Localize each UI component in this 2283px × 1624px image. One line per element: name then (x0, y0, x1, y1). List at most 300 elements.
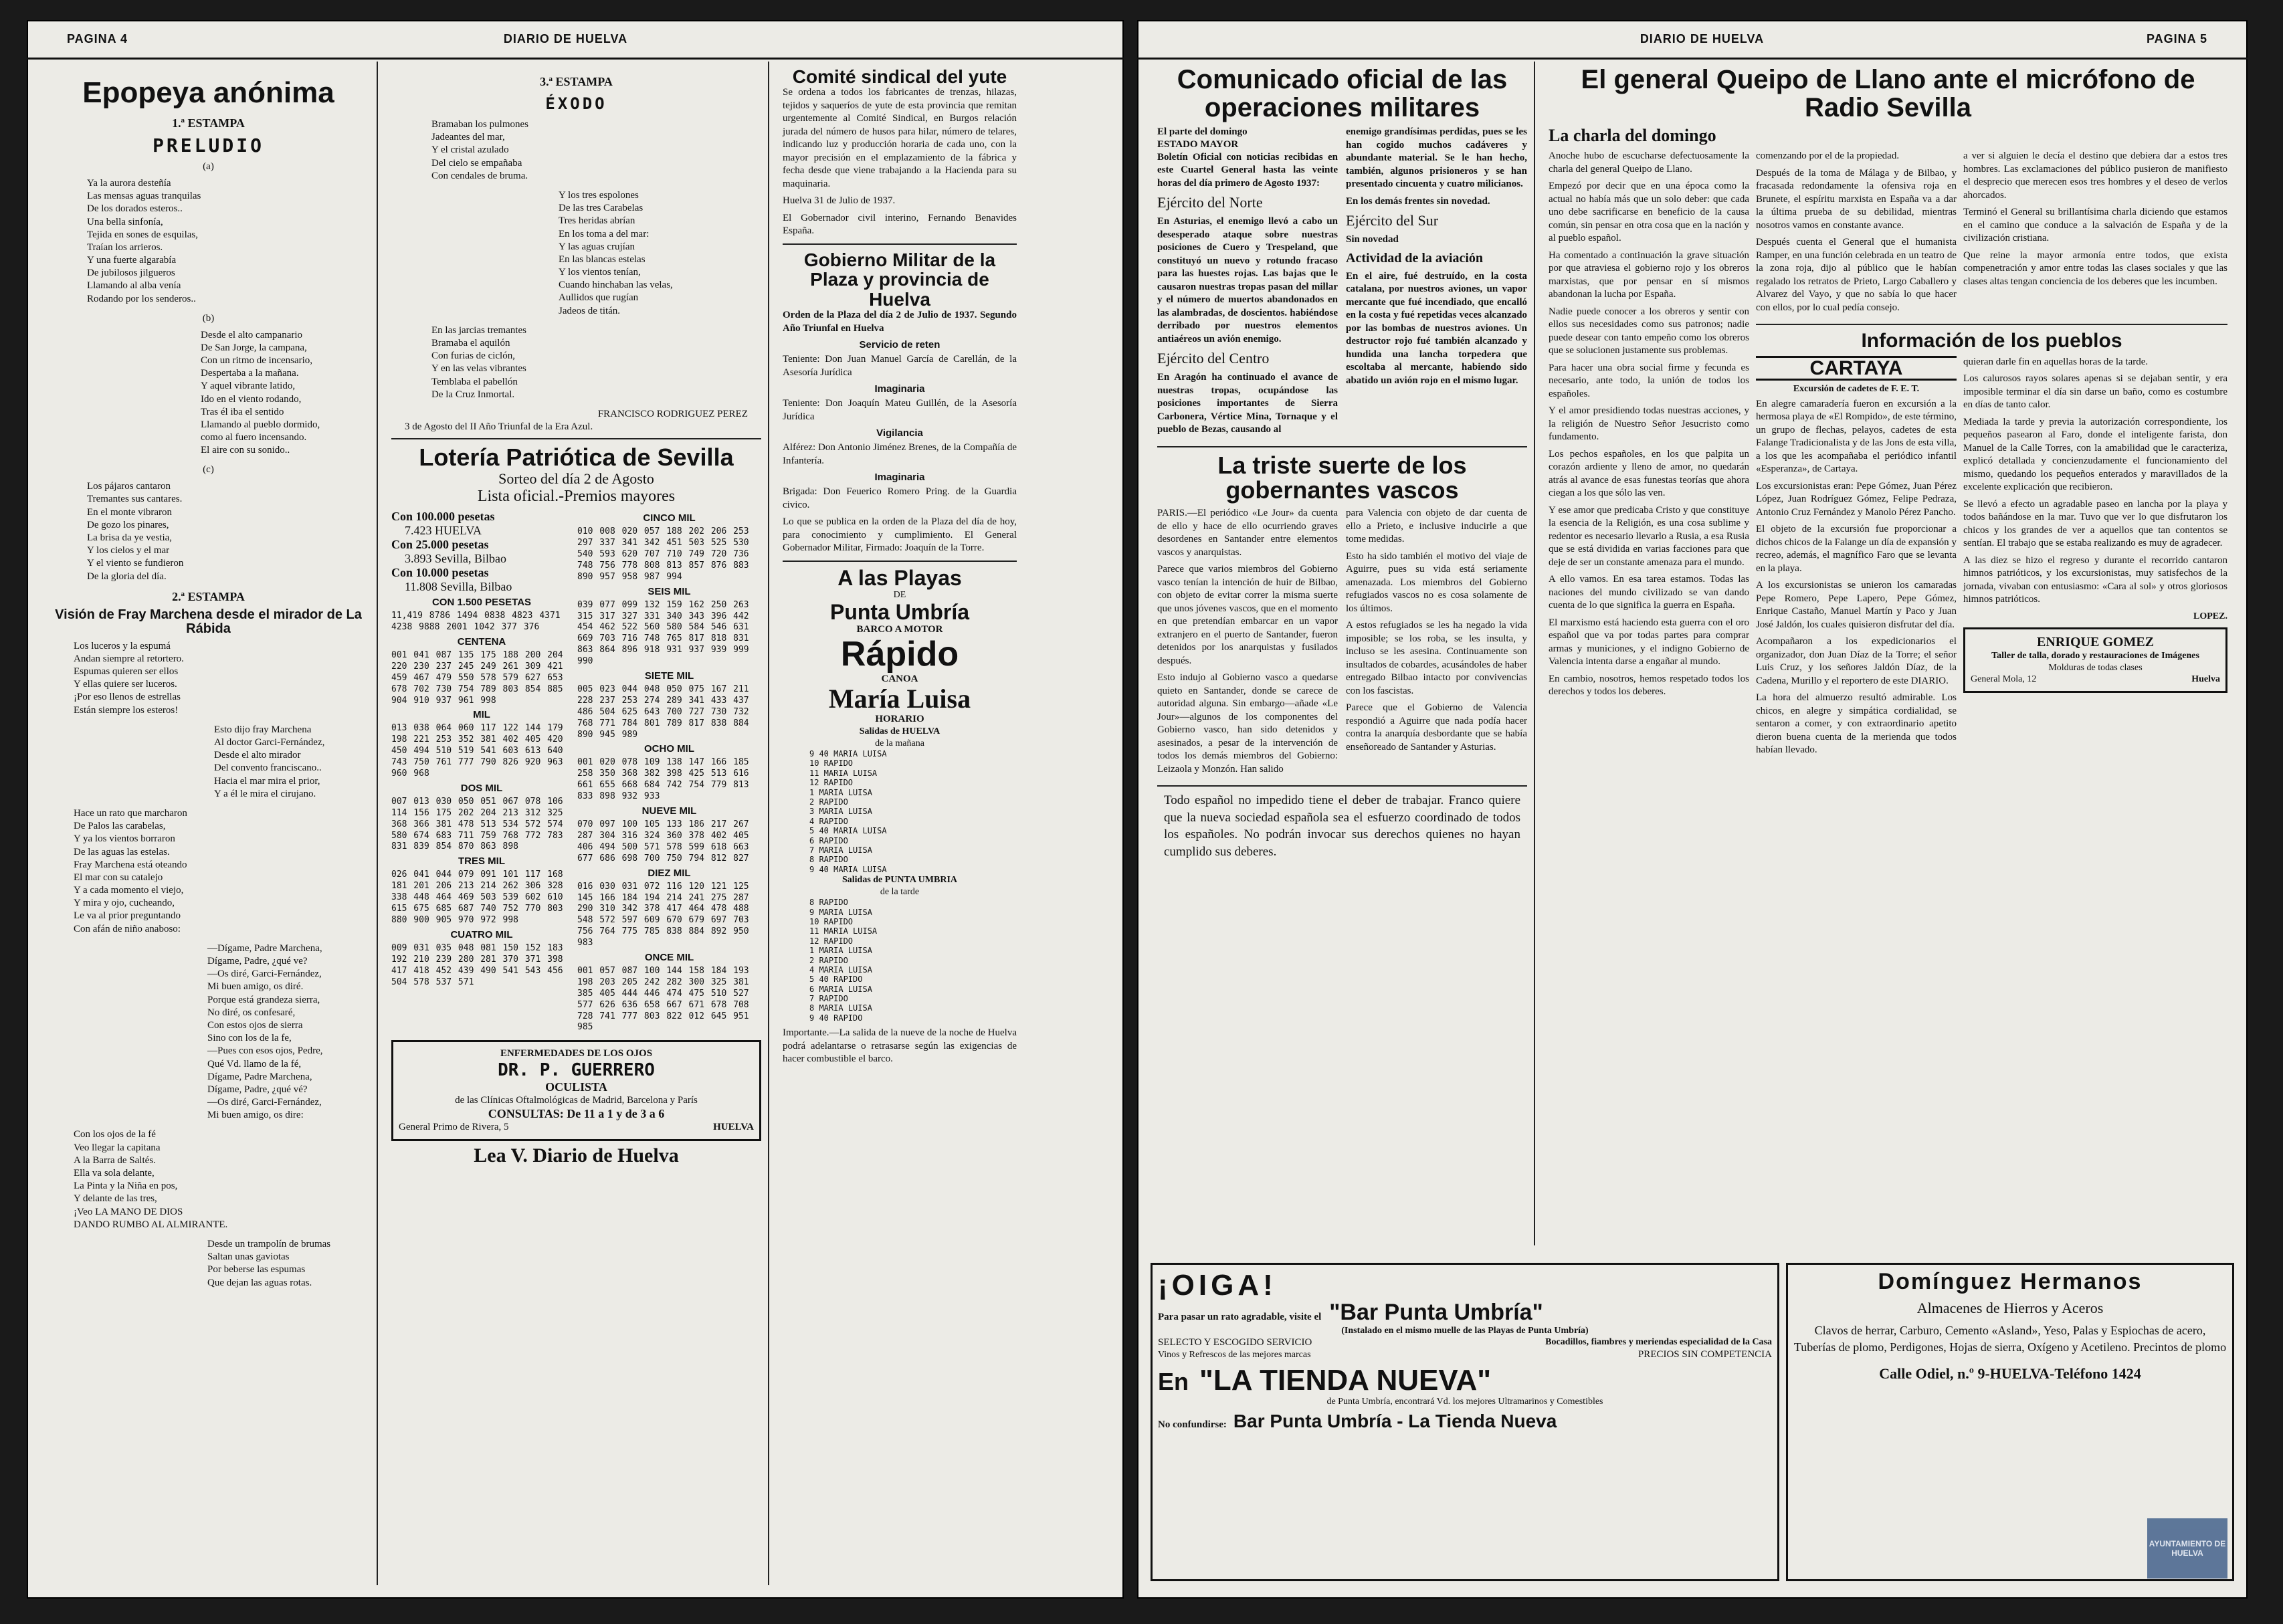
verse-line: A la Barra de Saltés. (74, 1154, 156, 1166)
playas-title: A las Playas (837, 565, 962, 590)
pueblos-col2-p5: A las diez se hizo el regreso y durante el recorrido cantaron himnos patrióticos, y los excursionistas, muy satisfechos de la jornada, vivaban con entusiasmo: «Cara al sol» y otros gloriosos himnos patrióticos. (1963, 554, 2227, 605)
verse-line: Aullidos que rugían (559, 292, 639, 304)
pueblos-col2-p2: Los calurosos rayos solares apenas si se dejaban sentir, y era imposible terminar el día sin darse un baño, como es costumbre en días de tanto calor. (1963, 373, 2227, 410)
salidas-punta: Salidas de PUNTA UMBRIA (841, 875, 958, 886)
notices-column (776, 62, 1023, 1585)
prize-label: Con 10.000 pesetas (391, 566, 489, 580)
salidas-huelva: Salidas de HUELVA (859, 726, 940, 737)
epopeya-title: Epopeya anónima (82, 76, 334, 109)
gobierno-servicio: Servicio de reten (859, 339, 940, 351)
comite-signature: El Gobernador civil interino, Fernando Benavides España. (783, 212, 1017, 237)
queipo-col3-p1: a ver si alguien le decía el destino que debiera dar a estos tres hombres. Las exclamaciones del público pusieron de manifiesto el desprecio que merecen esos tres hombres y el deseo de verlos ahorcados. (1963, 150, 2227, 201)
taller-line: Taller de talla, dorado y restauraciones de Imágenes (1991, 651, 2199, 661)
prize-section-heading: CENTENA (457, 636, 506, 648)
verse-line: El aire con su sonido.. (201, 445, 290, 456)
verse-line: Y a cada momento el viejo, (74, 885, 184, 896)
calle-line: Calle Odiel, n.º 9-HUELVA-Teléfono 1424 (1879, 1365, 2141, 1383)
dominguez-name: Domínguez Hermanos (1878, 1269, 2143, 1294)
parte-heading: El parte del domingo (1157, 126, 1248, 137)
right-page-header (1137, 20, 2248, 60)
verse-line: Qué Vd. llamo de la fé, (207, 1058, 302, 1070)
queipo-col2-p3: Después cuenta el General que el humanista Ramper, en una función celebrada en un teatro de la zona roja, dijo al público que le habían regalado los retratos de Prieto, Largo Caballero y Alvarez del Vayo, y que no sabía lo que hacer con ellos, por lo cual pedía consejo. (1756, 237, 1957, 313)
schedule-punta (783, 898, 1017, 1023)
preludio-heading: PRELUDIO (153, 134, 264, 157)
verse-line: En las blancas estelas (559, 253, 646, 265)
verse-line: Y ya los vientos borraron (74, 833, 175, 845)
queipo-p4: Nadie puede conocer a los obreros y sentir con ellos sus necesidades como sus patronos; nadie puede desear con tanto empeño como los obreros que se solucionen justamente sus problemas. (1549, 306, 1749, 356)
verse-line: En los toma a del mar: (559, 228, 650, 239)
queipo-p1: Anoche hubo de escucharse defectuosamente la charla del general Queipo de Llano. (1549, 150, 1749, 175)
schedule-huelva (783, 749, 1017, 874)
gobierno-alferez: Alférez: Don Antonio Jiménez Brenes, de la Compañía de Infantería. (783, 442, 1017, 466)
newspaper-name-right: DIARIO DE HUELVA (1640, 31, 1765, 45)
prize-section-numbers: 010 008 020 057 188 202 206 253 297 337 341 342 451 503 525 530 540 593 620 707 710 749 720 736 748 756 778 808 813 857 876 883 890 957 958 987 994 (577, 526, 749, 582)
pueblos-p3: El objeto de la excursión fue proporcionar a dichos chicos de la Falange un día de expansión y recreo, además, el magnífico Faro que se levanta en la playa. (1756, 524, 1957, 574)
comunicado-title: Comunicado oficial de las operaciones militares (1177, 65, 1508, 122)
verse-line: Tres heridas abrían (559, 215, 635, 227)
boletin-text: Boletín Oficial con noticias recibidas en este Cuartel General hasta las veinte horas del día primero de Agosto 1937: (1157, 151, 1338, 189)
verse-line: Están siempre los esteros! (74, 704, 179, 716)
verse-line: 9 MARIA LUISA (809, 907, 872, 917)
verse-line: El mar con su catalejo (74, 872, 163, 883)
verse-c2 (47, 807, 370, 936)
verse-line: Desde el alto campanario (201, 329, 303, 340)
gobierno-vigilancia: Vigilancia (876, 427, 923, 439)
verse-line: —Os diré, Garci-Fernández, (207, 969, 322, 980)
oiga-line: Para pasar un rato agradable, visite el (1158, 1312, 1322, 1323)
prize-section-numbers: 001 057 087 100 144 158 184 193 198 203 205 242 282 300 325 381 385 405 444 446 474 475 510 527 577 626 636 658 667 671 678 708 728 741 777 803 822 012 645 951 985 (577, 965, 749, 1033)
verse-line: Andan siempre al retortero. (74, 653, 184, 664)
verse-line: 4 MARIA LUISA (809, 965, 872, 975)
verse-line: 10 RAPIDO (809, 758, 854, 769)
molduras-line: Molduras de todas clases (2048, 662, 2143, 673)
verse-line: Fray Marchena está oteando (74, 859, 187, 870)
centro-continued: enemigo grandísimas perdidas, pues se les han cogido muchos cadáveres y abundante material. Se le han hecho, también, algunos prisioneros y se han presentado cincuenta y cuatro milicianos. (1346, 126, 1527, 189)
verse-line: De Palos las carabelas, (74, 821, 166, 832)
bocadillos-line: Bocadillos, fiambres y meriendas especialidad de la Casa (1545, 1337, 1772, 1348)
prize-section-heading: DOS MIL (460, 782, 503, 794)
verse-line: Porque está grandeza sierra, (207, 994, 320, 1005)
enrique-address: General Mola, 12 (1971, 674, 2037, 684)
verse-line: Y aquel vibrante latido, (201, 381, 296, 392)
prize-section-numbers: 007 013 030 050 051 067 078 106 114 156 175 202 204 213 312 325 368 366 381 478 513 534 572 574 580 674 683 711 759 768 772 783 831 839 854 870 863 898 (391, 796, 563, 852)
prize-section-heading: SIETE MIL (644, 670, 694, 682)
verse-line: Llamando al alba venía (87, 280, 181, 292)
verse-line: ¡Veo LA MANO DE DIOS (74, 1206, 183, 1217)
verse-line: Mi buen amigo, os dire: (207, 1110, 304, 1121)
verse-f2 (47, 1238, 370, 1290)
sur-text: Sin novedad (1346, 234, 1399, 245)
prize-section-numbers: 016 030 031 072 116 120 121 125 145 166 184 194 214 241 275 287 290 310 342 378 417 464 478 488 548 572 597 609 670 679 697 703 756 764 775 785 838 884 892 950 983 (577, 881, 749, 948)
prize-section-heading: OCHO MIL (644, 743, 694, 755)
verse-line: Y los vientos tenían, (559, 267, 641, 278)
verse-line: Sino con los de la fe, (207, 1033, 292, 1044)
exodo-title: ÉXODO (545, 94, 607, 113)
verse-line: La Pinta y la Niña en pos, (74, 1181, 178, 1192)
verse-line: 6 MARIA LUISA (809, 984, 872, 994)
verse-line: Dígame, Padre, ¿qué ve? (207, 956, 308, 967)
loteria-title: Lotería Patriótica de Sevilla (419, 443, 734, 472)
queipo-p5: Para hacer una obra social firme y fecunda es necesario, ante todo, la unión de todos los españoles. (1549, 362, 1749, 399)
prize-section-numbers: 001 020 078 109 138 147 166 185 258 350 368 382 398 425 513 616 661 655 668 684 742 754 779 813 833 898 932 933 (577, 757, 749, 802)
verse-line: Hacia el mar mira el prior, (214, 775, 320, 787)
gobierno-imaginaria2: Imaginaria (874, 472, 925, 484)
queipo-p8: Y ese amor que predicaba Cristo y que constituye la esencia de la Religión, es una cosa sublime y redentor es necesario llevarlo a Rusia, a esa Rusia que se está dividida en varias facciones para que deje de ser un constante amenaza para el mundo. (1549, 504, 1749, 568)
exodo-dateline: 3 de Agosto del II Año Triunfal de la Era Azul. (405, 421, 593, 432)
no-confundirse-label: No confundirse: (1158, 1419, 1227, 1431)
verse-line: De las tres Carabelas (559, 203, 643, 214)
verse-line: Y mira y ojo, cucheando, (74, 898, 175, 909)
oculista-label: OCULISTA (545, 1080, 607, 1094)
prize-section-numbers: 070 097 100 105 133 186 217 267 287 304 316 324 360 378 402 405 406 494 500 571 578 599 618 663 677 686 698 700 750 794 812 827 (577, 819, 749, 864)
verse-d2 (47, 942, 370, 1122)
queipo-p6: Y el amor presidiendo todas nuestras acciones, y la religión de Nuestro Señor Jesucristo como fundamento. (1549, 405, 1749, 442)
oculista-ad (391, 1040, 761, 1140)
oiga-heading: ¡OIGA! (1158, 1269, 1277, 1302)
verse-line: Desde el alto mirador (214, 750, 301, 761)
queipo-p10: El marxismo está haciendo esta guerra con el oro español que va por todas partes para comprar armas y municiones, y el indigno Gobierno de Valencia intenta darse a engañar al mundo. (1549, 617, 1749, 667)
pueblos-p5: Acompañaron a los expedicionarios el organizador, don Juan Díaz de la Torre; el señor Luis Cruz, y los señores Jaldón Díaz, de la Cadena, Murillo y el reportero de este DIARIO. (1756, 636, 1957, 686)
verse-line: 12 RAPIDO (809, 936, 854, 946)
charla-subtitle: La charla del domingo (1549, 126, 1716, 145)
verse-line: 6 RAPIDO (809, 835, 848, 845)
verse-line: Y a él le mira el cirujano. (214, 788, 316, 799)
verse-label-b: (b) (202, 312, 215, 324)
verse-line: 9 40 MARIA LUISA (809, 749, 887, 759)
verse-line: DANDO RUMBO AL ALMIRANTE. (74, 1219, 228, 1230)
right-page (1137, 20, 2248, 1599)
ojos-heading: ENFERMEDADES DE LOS OJOS (500, 1048, 653, 1059)
estampa-1: 1.ª ESTAMPA (172, 116, 245, 130)
verse-line: De San Jorge, la campana, (201, 342, 307, 353)
enrique-gomez-ad (1963, 627, 2227, 693)
verse-line: Por beberse las espumas (207, 1264, 306, 1276)
pueblos-p1: En alegre camaradería fueron en excursión a la hermosa playa de «El Rompido», de este término, un grupo de flechas, pelayos, cadetes de esta Falange Tradicionalista y de las Jons de esta villa, a los que les acompañaba el periódico infantil «Esperanza», de Cartaya. (1756, 398, 1957, 474)
verse-line: Le va al prior preguntando (74, 910, 181, 922)
newspaper-spread (27, 20, 2254, 1599)
playas-de: DE (893, 590, 906, 601)
verse-line: 9 40 MARIA LUISA (809, 864, 887, 874)
verse-line: 9 40 RAPIDO (809, 1013, 863, 1023)
verse-b2 (47, 724, 370, 801)
prize-section-heading: CINCO MIL (643, 512, 696, 524)
queipo-col2-p1: comenzando por el de la propiedad. (1756, 150, 1900, 161)
gobierno-title: Gobierno Militar de la Plaza y provincia de Huelva (803, 249, 996, 310)
playas-place: Punta Umbría (829, 599, 970, 624)
verse-line: 8 RAPIDO (809, 898, 848, 908)
verse-line: De jubilosos jilgueros (87, 268, 175, 279)
verse-line: Y delante de las tres, (74, 1193, 157, 1205)
prize-label: Con 25.000 pesetas (391, 538, 489, 552)
prize-section-heading: NUEVE MIL (641, 805, 697, 817)
tienda-line: de Punta Umbría, encontrará Vd. los mejores Ultramarinos y Comestibles (1326, 1396, 1603, 1407)
verse-line: Los luceros y la espumá (74, 640, 171, 651)
queipo-p2: Empezó por decir que en una época como la actual no había más que un solo deber: que cada uno debe sacrificarse en beneficio de la causa común, sin pensar en otra cosa que en la nación y al pueblo español. (1549, 181, 1749, 243)
verse-line: Hace un rato que marcharon (74, 807, 187, 819)
gobierno-teniente: Teniente: Don Juan Manuel García de Carellán, de la Asesoría Jurídica (783, 354, 1017, 378)
verse-line: En las jarcias tremantes (431, 324, 527, 336)
verse-line: Ido en el viento rodando, (201, 393, 302, 405)
verse-line: 11 MARIA LUISA (809, 926, 878, 936)
page-number-right: PAGINA 5 (2146, 31, 2207, 45)
prize-section-numbers: 11,419 8786 1494 0838 4823 4371 4238 9888 2001 1042 377 376 (391, 611, 561, 633)
archive-seal: AYUNTAMIENTO DE HUELVA (2147, 1518, 2227, 1579)
prize-section-numbers: 001 041 087 135 175 188 200 204 220 230 237 245 249 261 309 421 459 467 479 550 578 579 627 653 678 702 730 754 789 803 854 885 904 910 937 961 998 (391, 650, 563, 706)
prize-section-heading: DIEZ MIL (648, 867, 691, 879)
lea-diario: Lea V. Diario de Huelva (474, 1144, 679, 1166)
horario-label: HORARIO (875, 714, 924, 725)
gobierno-imaginaria: Imaginaria (874, 383, 925, 395)
prize-winner: 7.423 HUELVA (405, 524, 482, 538)
verse-line: 7 MARIA LUISA (809, 845, 872, 855)
verse-line: Jadeos de titán. (559, 305, 621, 316)
prize-section-numbers: 009 031 035 048 081 150 152 183 192 210 239 280 281 370 371 398 417 418 452 439 490 541 543 456 504 578 537 571 (391, 942, 563, 987)
left-page-header (27, 20, 1124, 60)
verse-line: 5 40 RAPIDO (809, 975, 863, 985)
verse-line: Con cendales de bruma. (431, 170, 528, 181)
verse-e2 (47, 1128, 370, 1231)
prize-section-heading: CUATRO MIL (450, 928, 513, 940)
verse-line: 7 RAPIDO (809, 994, 848, 1004)
prize-winner: 3.893 Sevilla, Bilbao (405, 552, 506, 566)
verse-line: Las mensas aguas tranquilas (87, 191, 201, 202)
bar-punta-umbria-ad (1151, 1263, 1779, 1581)
gobierno-brigada: Brigada: Don Feuerico Romero Pring. de la Guardia civico. (783, 486, 1017, 510)
bar-name: "Bar Punta Umbría" (1329, 1300, 1543, 1326)
exodo-verse-a (391, 118, 761, 183)
maria-luisa-name: María Luisa (828, 684, 971, 714)
queipo-p11: En cambio, nosotros, hemos respetado todos los derechos y todos los deberes. (1549, 673, 1749, 697)
pueblos-col2-p4: Se llevó a efecto un agradable paseo en lancha por la playa y todos bañándose en la mar. Tuvo que ver lo que disfrutaron los chicos y los grandes de ver a aquellos que tan contentos se sentían. El trabajo que se estaba realizando es muy de agradecer. (1963, 498, 2227, 548)
comite-dateline: Huelva 31 de Julio de 1937. (783, 195, 896, 207)
verse-line: Con un ritmo de incensario, (201, 354, 313, 366)
norte-heading: Ejército del Norte (1157, 194, 1263, 211)
queipo-p7: Los pechos españoles, en los que palpita un corazón ardiente y lleno de amor, no quedarán atrás al avance de esas funestas teorías que ahora ciegan a los que sólo las ven. (1549, 448, 1749, 498)
queipo-col2-p2: Después de la toma de Málaga y de Bilbao, y fracasada redondamente la ofensiva roja en Brunete, el espíritu marxista en España va a dar la última prueba de su debilidad, mientras nosotros vamos en constante avance. (1756, 167, 1957, 231)
prize-sections-2 (577, 510, 761, 1033)
enrique-name: ENRIQUE GOMEZ (2036, 635, 2155, 649)
cartaya-heading: CARTAYA (1756, 356, 1957, 381)
productos-line: Clavos de herrar, Carburo, Cemento «Asland», Yeso, Palas y Espiochas de acero, Tuberías de plomo, Perdigones, Hojas de sierra, Oxígeno y Acetileno. Precintos de plomo (1793, 1323, 2227, 1354)
gobierno-teniente2: Teniente: Don Joaquín Mateu Guillén, de la Asesoría Jurídica (783, 398, 1017, 422)
prize-section-heading: TRES MIL (458, 855, 505, 868)
vascos-p2: Parece que varios miembros del Gobierno vasco tenían la intención de huir de Bilbao, con objeto de evitar correr la misma suerte que unos jóvenes vascos, que en el momento en que pretendían embarcar en un vapor extranjero en el puerto de Santander, fueron detenidos por los anarquistas y fusilados después. (1157, 564, 1338, 666)
verse-line: 12 RAPIDO (809, 778, 854, 788)
verse-line: Del convento franciscano.. (214, 763, 322, 774)
no-confundirse-names: Bar Punta Umbría - La Tienda Nueva (1233, 1411, 1557, 1432)
verse-a (47, 177, 370, 306)
loteria-lista: Lista oficial.-Premios mayores (477, 488, 676, 506)
gobierno-note: Lo que se publica en la orden de la Plaza del día de hoy, para conocimiento y cumplimiento. El General Gobernador Militar, Firmado: Joaquín de la Torre. (783, 516, 1017, 554)
verse-line: 11 MARIA LUISA (809, 768, 878, 778)
queipo-p3: Ha comentado a continuación la grave situación por que atraviesa el gobierno rojo y los obreros marxistas, que por pensar en sí mismos abandonan la lucha por España. (1549, 249, 1749, 300)
prize-winner: 11.808 Sevilla, Bilbao (405, 580, 512, 594)
verse-line: Con furias de ciclón, (431, 350, 515, 362)
estampa-3: 3.ª ESTAMPA (540, 75, 613, 88)
clinicas-line: de las Clínicas Oftalmológicas de Madrid, Barcelona y París (455, 1095, 698, 1106)
schedule-morning-label: de la mañana (875, 738, 924, 748)
verse-line: Bramaban los pulmones (431, 119, 528, 130)
loteria-sorteo: Sorteo del día 2 de Agosto (498, 470, 654, 488)
en-word: En (1158, 1367, 1189, 1395)
aviacion-text: En el aire, fué destruído, en la costa catalana, por nuestros aviones, un vapor mercante que fué incendiado, que encalló en la costa y fué repetidas veces alcanzado por las bombas de nuestros aviones. Un destructor rojo fué también alcanzado y hundida una lancha torpedera que escoltaba al mercante, habiendo sido abatido un avión rojo en el mismo lugar. (1346, 270, 1527, 386)
page-number: PAGINA 4 (67, 31, 128, 45)
excursion-heading: Excursión de cadetes de F. E. T. (1793, 384, 1920, 394)
exodo-verse-b (391, 189, 761, 318)
verse-line: Despertaba a la mañana. (201, 368, 299, 379)
verse-line: 1 MARIA LUISA (809, 946, 872, 956)
prize-section-heading: SEIS MIL (648, 585, 691, 597)
verse-line: —Dígame, Padre Marchena, (207, 942, 322, 954)
prize-section-heading: ONCE MIL (644, 951, 694, 963)
verse-line: Espumas quieren ser ellos (74, 666, 179, 678)
verse-line: 2 RAPIDO (809, 955, 848, 965)
verse-line: Llamando al pueblo dormido, (201, 419, 320, 430)
prize-section-heading: CON 1.500 PESETAS (431, 597, 532, 609)
estampa-2: 2.ª ESTAMPA (172, 589, 245, 603)
newspaper-name: DIARIO DE HUELVA (503, 31, 628, 45)
verse-line: 10 RAPIDO (809, 916, 854, 926)
selecto-line: SELECTO Y ESCOGIDO SERVICIO (1158, 1337, 1312, 1348)
loteria-left-block (391, 510, 572, 1033)
instalado-line: (Instalado en el mismo muelle de las Playas de Punta Umbría) (1341, 1325, 1589, 1336)
verse-c (47, 480, 370, 583)
precios-line: PRECIOS SIN COMPETENCIA (1637, 1348, 1772, 1360)
vascos-p7: Parece que el Gobierno de Valencia respondió a Aguirre que nada podía hacer contra la anarquía desbordante que se había enseñoreado de Santander y Asturias. (1346, 702, 1527, 752)
comite-body: Se ordena a todos los fabricantes de trenzas, hilazas, tejidos y saqueríos de yute de esta provincia que remitan urgentemente al Comité Sindical, en Burgos relación jurada del número de husos para hilar, número de telares, indicando luz y producción horaria de cada uno, con la mayor precisión en el emplazamiento de la fábrica y fecha desde que viene trabajando a la Hacienda para su maquinaria. (783, 87, 1017, 189)
canoa-label: CANOA (881, 673, 918, 684)
verse-line: 2 RAPIDO (809, 797, 848, 807)
verse-line: 5 40 MARIA LUISA (809, 826, 887, 836)
verse-line: Y los cielos y el mar (87, 545, 170, 556)
verse-line: Mi buen amigo, os diré. (207, 981, 304, 993)
verse-line: Que dejan las aguas rotas. (207, 1277, 312, 1288)
prize-section-heading: MIL (473, 709, 490, 721)
verse-line: En el monte vibraron (87, 506, 173, 518)
norte-text: En Asturias, el enemigo llevó a cabo un desesperado ataque sobre nuestras posiciones de Cuero y Trespeland, que constituyó un nuevo y rotundo fracaso para las huestes rojas. Las bajas que le causaron nuestras tropas pasan del millar y el número de muertos abandonados en las alambradas, de doscientos. habiéndose derribado por nuestros elementos antiaéreos un avión enemigo. (1157, 216, 1338, 344)
pueblos-signature: LOPEZ. (2193, 611, 2227, 621)
sin-novedad-frentes: En los demás frentes sin novedad. (1346, 195, 1490, 207)
doctor-city: HUELVA (713, 1121, 754, 1132)
verse-line: Tras él iba el sentido (201, 406, 284, 417)
verse-b (47, 329, 370, 458)
verse-line: De gozo los pinares, (87, 519, 169, 530)
verse-line: Una bella sinfonía, (87, 216, 163, 227)
exodo-verse-c (391, 324, 761, 401)
exodo-loteria-column (385, 62, 769, 1585)
verse-line: No diré, os confesaré, (207, 1007, 296, 1018)
enrique-city: Huelva (2191, 674, 2220, 684)
verse-line: Traían los arrieros. (87, 241, 163, 253)
prize-section-numbers: 026 041 044 079 091 101 117 168 181 201 206 213 214 262 306 328 338 448 464 469 503 539 602 610 615 675 685 687 740 752 770 803 880 900 905 970 972 998 (391, 870, 563, 925)
verse-line: Esto dijo fray Marchena (214, 724, 312, 735)
verse-label-c: (c) (203, 464, 214, 476)
queipo-title: El general Queipo de Llano ante el micrófono de Radio Sevilla (1581, 65, 2195, 122)
vascos-p3: Esto indujo al Gobierno vasco a quedarse quieto en Santander, donde se carece de autoridad alguna. Sin embargo—añade «Le Jour»—algunos de los componentes del Gobierno vasco, han sido detenidos y asesinados, a pesar de la intervención de todos los demás miembros del Gobierno: Leizaola y Monzón. Han salido (1157, 672, 1338, 775)
verse-line: Temblaba el pabellón (431, 376, 518, 387)
prize-label: Con 100.000 pesetas (391, 510, 495, 524)
verse-line: La brisa da ye vestia, (87, 532, 173, 543)
prize-section-numbers: 039 077 099 132 159 162 250 263 315 317 327 331 340 343 396 442 454 462 522 560 580 584 546 631 669 703 716 748 765 817 818 831 863 864 896 918 931 937 939 999 990 (577, 599, 749, 667)
verse-line: Con estos ojos de sierra (207, 1019, 303, 1031)
centro-heading: Ejército del Centro (1157, 350, 1270, 367)
verse-line: Tremantes sus cantares. (87, 494, 183, 505)
prize-list (391, 510, 572, 594)
vascos-title: La triste suerte de los gobernantes vascos (1217, 451, 1467, 504)
verse-line: Al doctor Garci-Fernández, (214, 737, 325, 748)
centro-text: En Aragón ha continuado el avance de nuestras tropas, ocupándose las posiciones importantes de Sierra Carbonera, Vértice Mina, Tornaque y el pueblo de Bezas, causando al (1157, 372, 1338, 435)
verse-line: Cuando hinchaban las velas, (559, 280, 673, 291)
comunicado-column (1151, 62, 1535, 1245)
left-page (27, 20, 1124, 1599)
pueblos-p2: Los excursionistas eran: Pepe Gómez, Juan Pérez López, Juan Rodríguez Gómez, Felipe Pedraza, Antonio Cruz Fernández y Manolo Pérez Pancho. (1756, 480, 1957, 518)
barco-label: BARCO A MOTOR (856, 624, 943, 635)
verse-line: De las aguas las estelas. (74, 846, 170, 857)
verse-line: De la gloria del día. (87, 571, 167, 582)
prize-section-numbers: 013 038 064 060 117 122 144 179 198 221 253 352 381 402 405 420 450 494 510 519 541 603 613 640 743 750 761 777 790 826 920 963 960 968 (391, 723, 563, 779)
verse-line: ¡Por eso llenos de estrellas (74, 692, 181, 703)
verse-line: 3 MARIA LUISA (809, 807, 872, 817)
verse-line: Y el cristal azulado (431, 144, 509, 156)
pueblos-p6: La hora del almuerzo resultó admirable. Los chicos, en alegre y simpática cordialidad, se sentaron a comer, y con extraordinario apetito dieron buena cuenta de la merienda que todos habían llevado. (1756, 692, 1957, 755)
queipo-col3-p2: Terminó el General su brillantísima charla diciendo que estamos en el camino que conduce a la salvación de España y de la civilización cristiana. (1963, 207, 2227, 243)
verse-line: Jadeantes del mar, (431, 132, 505, 143)
consultas-line: CONSULTAS: De 11 a 1 y de 3 a 6 (488, 1106, 665, 1120)
rapido-name: Rápido (840, 635, 959, 674)
playas-importante: Importante.—La salida de la nueve de la noche de Huelva podrá adelantarse o retrasarse según las exigencias de hacer combustible el barco. (783, 1027, 1017, 1065)
verse-line: Ella va sola delante, (74, 1168, 155, 1179)
verse-line: 1 MARIA LUISA (809, 787, 872, 797)
vinos-line: Vinos y Refrescos de las mejores marcas (1158, 1350, 1311, 1360)
verse-line: Con afán de niño anaboso: (74, 923, 181, 934)
verse-line: 8 MARIA LUISA (809, 1003, 872, 1013)
verse-line: 4 RAPIDO (809, 816, 848, 826)
tienda-name: "LA TIENDA NUEVA" (1199, 1363, 1492, 1397)
doctor-name: DR. P. GUERRERO (498, 1060, 655, 1081)
verse-line: Del cielo se empañaba (431, 157, 522, 169)
vascos-p1: PARIS.—El periódico «Le Jour» da cuenta de ello y hace de ello ocurriendo graves desordenes en Santander entre elementos vascos y anarquistas. (1157, 508, 1338, 558)
verse-line: Dígame, Padre Marchena, (207, 1071, 312, 1082)
verse-line: Y ellas quiere ser luceros. (74, 679, 177, 690)
vascos-p6: A estos refugiados se les ha negado la vida imposible; se los roba, se les insulta, y incluso se les asesina. Continuamente son insultados de cobardes, acusándoles de haber entregado Bilbao intacto por convivencias con los fascistas. (1346, 620, 1527, 696)
pueblos-title: Información de los pueblos (1861, 330, 2122, 352)
verse-line: Tejida en sones de esquilas, (87, 229, 198, 240)
verse-label-a: (a) (203, 161, 214, 173)
sur-heading: Ejército del Sur (1346, 212, 1439, 229)
verse-line: De la Cruz Inmortal. (431, 389, 515, 400)
doctor-address: General Primo de Rivera, 5 (399, 1121, 509, 1132)
exodo-signature: FRANCISCO RODRIGUEZ PEREZ (597, 408, 748, 419)
verse-line: Y una fuerte algarabía (87, 255, 177, 266)
estado-mayor: ESTADO MAYOR (1157, 138, 1239, 150)
aviacion-heading: Actividad de la aviación (1346, 250, 1484, 266)
verse-line: Los pájaros cantaron (87, 481, 171, 492)
queipo-p9: A ello vamos. En esa tarea estamos. Todas las naciones del mundo civilizado se van dando cuenta de lo que significa la guerra en España. (1549, 574, 1749, 611)
verse-line: Y las aguas crujían (559, 241, 635, 252)
verse-a2 (47, 640, 370, 717)
vascos-p5: Esto ha sido también el motivo del viaje de Aguirre, pues su vida está seriamente amenazada. Los miembros del Gobierno refugiados vascos no es cosa solamente de los últimos. (1346, 550, 1527, 614)
pueblos-col2-p1: quieran darle fin en aquellas horas de la tarde. (1963, 356, 2149, 367)
comite-title: Comité sindical del yute (792, 66, 1007, 87)
prize-sections (391, 597, 572, 988)
pueblos-p4: A los excursionistas se unieron los camaradas Pepe Romero, Pepe Lapero, Pepe Gómez, Enrique Castaño, Manuel Martín y Paco y Juan José Jaldón, los cuales quisieron disfrutar del día. (1756, 580, 1957, 630)
verse-line: 8 RAPIDO (809, 855, 848, 865)
verse-line: Y el viento se fundieron (87, 558, 184, 569)
verse-line: De los dorados esteros.. (87, 203, 183, 215)
verse-line: Saltan unas gaviotas (207, 1251, 290, 1263)
verse-line: —Pues con esos ojos, Pedre, (207, 1045, 323, 1057)
verse-line: Veo llegar la capitana (74, 1142, 161, 1153)
